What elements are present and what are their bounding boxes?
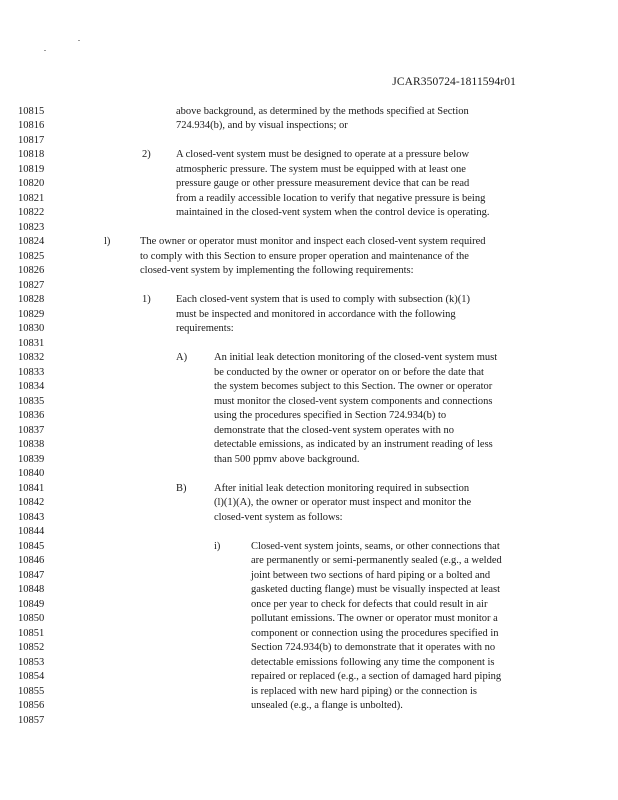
- line-number: 10823: [18, 221, 45, 233]
- line-number: 10817: [18, 134, 45, 146]
- line-number: 10848: [18, 584, 45, 595]
- item-i: [0, 540, 618, 714]
- line-number: 10830: [18, 323, 45, 334]
- scan-artifact: [40, 40, 100, 60]
- line-number: 10832: [18, 352, 45, 363]
- document-body: [0, 105, 618, 714]
- text-line: than 500 ppmv above background.: [214, 453, 360, 465]
- section-marker: l): [104, 236, 111, 247]
- text-line: must be inspected and monitored in accordance with the following: [176, 308, 456, 320]
- line-number: 10845: [18, 540, 45, 552]
- line-number: 10827: [18, 279, 45, 291]
- item-marker: i): [214, 540, 221, 552]
- line-number: 10855: [18, 685, 45, 697]
- text-line: Closed-vent system joints, seams, or other connections that: [251, 540, 500, 552]
- text-line: are permanently or semi-permanently sealed (e.g., a welded: [251, 555, 502, 566]
- item-marker: B): [176, 482, 187, 494]
- text-line: closed-vent system as follows:: [214, 511, 343, 523]
- item-marker: 1): [142, 294, 151, 305]
- line-number: 10852: [18, 642, 45, 653]
- text-line: the system becomes subject to this Section. The owner or operator: [214, 381, 493, 392]
- text-line: maintained in the closed-vent system when the control device is operating.: [176, 207, 490, 218]
- line-number: 10826: [18, 265, 45, 276]
- continuation-paragraph: [0, 105, 618, 134]
- text-line: closed-vent system by implementing the following requirements:: [140, 265, 414, 276]
- line-number: 10833: [18, 366, 45, 378]
- text-line: from a readily accessible location to verify that negative pressure is being: [176, 192, 486, 204]
- line-number: 10846: [18, 555, 45, 566]
- line-number: 10837: [18, 424, 45, 436]
- text-line: 724.934(b), and by visual inspections; or: [176, 120, 348, 131]
- line-number: 10849: [18, 598, 45, 610]
- line-number: 10838: [18, 439, 45, 450]
- line-number: 10842: [18, 497, 45, 508]
- line-number: 10825: [18, 250, 45, 262]
- item-2: [0, 148, 618, 221]
- text-line: gasketed ducting flange) must be visually inspected at least: [251, 584, 501, 595]
- text-line: must monitor the closed-vent system components and connections: [214, 395, 493, 407]
- line-number: 10822: [18, 207, 45, 218]
- paragraph-text: [0, 482, 618, 526]
- text-line: Section 724.934(b) to demonstrate that it operates with no: [251, 642, 496, 653]
- text-line: requirements:: [176, 323, 234, 334]
- line-number: 10834: [18, 381, 45, 392]
- line-number: 10840: [18, 468, 45, 479]
- line-number: 10844: [18, 526, 45, 537]
- line-number: 10856: [18, 700, 45, 711]
- text-line: A closed-vent system must be designed to operate at a pressure below: [176, 149, 470, 160]
- text-line: to comply with this Section to ensure proper operation and maintenance of the: [140, 250, 469, 262]
- text-line: An initial leak detection monitoring of the closed-vent system must: [214, 352, 498, 363]
- text-line: is replaced with new hard piping) or the connection is: [251, 685, 477, 697]
- text-line: demonstrate that the closed-vent system operates with no: [214, 424, 454, 436]
- line-number: 10824: [18, 236, 45, 247]
- line-number: 10857: [18, 714, 45, 726]
- item-a: [0, 351, 618, 467]
- line-number: 10828: [18, 294, 45, 305]
- line-number: 10841: [18, 482, 45, 494]
- line-number: 10829: [18, 308, 45, 320]
- line-number: 10851: [18, 627, 45, 639]
- paragraph-text: [0, 540, 618, 714]
- document-id: JCAR350724-1811594r01: [392, 76, 516, 88]
- text-line: (l)(1)(A), the owner or operator must inspect and monitor the: [214, 497, 472, 508]
- paragraph-text: [0, 105, 618, 134]
- line-number: 10816: [18, 120, 45, 131]
- line-number: 10831: [18, 337, 45, 349]
- paragraph-text: [0, 351, 618, 467]
- line-number: 10853: [18, 656, 45, 668]
- text-line: once per year to check for defects that could result in air: [251, 598, 488, 610]
- text-line: The owner or operator must monitor and inspect each closed-vent system required: [140, 236, 486, 247]
- text-line: joint between two sections of hard piping or a bolted and: [251, 569, 491, 581]
- line-number: 10850: [18, 613, 45, 624]
- paragraph-text: [0, 148, 618, 221]
- line-number: 10839: [18, 453, 45, 465]
- line-number: 10835: [18, 395, 45, 407]
- item-marker: A): [176, 352, 188, 363]
- line-number: 10818: [18, 149, 45, 160]
- section-l: [0, 235, 618, 279]
- line-number: 10843: [18, 511, 45, 523]
- item-b: [0, 482, 618, 526]
- text-line: using the procedures specified in Section 724.934(b) to: [214, 410, 447, 421]
- line-number: 10847: [18, 569, 45, 581]
- line-number: 10815: [18, 105, 45, 117]
- line-number: 10820: [18, 178, 45, 189]
- text-line: component or connection using the procedures specified in: [251, 627, 499, 639]
- paragraph-text: [0, 293, 618, 337]
- text-line: repaired or replaced (e.g., a section of damaged hard piping: [251, 671, 502, 682]
- text-line: above background, as determined by the methods specified at Section: [176, 105, 469, 117]
- scan-speck: [44, 50, 46, 51]
- text-line: pollutant emissions. The owner or operator must monitor a: [251, 613, 498, 624]
- item-marker: 2): [142, 149, 151, 160]
- text-line: detectable emissions, as indicated by an instrument reading of less: [214, 439, 493, 450]
- text-line: unsealed (e.g., a flange is unbolted).: [251, 700, 403, 711]
- item-1: [0, 293, 618, 337]
- text-line: Each closed-vent system that is used to comply with subsection (k)(1): [176, 294, 470, 305]
- text-line: pressure gauge or other pressure measurement device that can be read: [176, 178, 470, 189]
- text-line: atmospheric pressure. The system must be equipped with at least one: [176, 163, 466, 175]
- scan-speck: [78, 40, 80, 41]
- text-line: detectable emissions following any time the component is: [251, 656, 495, 668]
- line-number: 10836: [18, 410, 45, 421]
- line-number: 10819: [18, 163, 45, 175]
- paragraph-text: [0, 235, 618, 279]
- line-number: 10854: [18, 671, 45, 682]
- line-number: 10821: [18, 192, 45, 204]
- text-line: After initial leak detection monitoring required in subsection: [214, 482, 470, 494]
- text-line: be conducted by the owner or operator on or before the date that: [214, 366, 484, 378]
